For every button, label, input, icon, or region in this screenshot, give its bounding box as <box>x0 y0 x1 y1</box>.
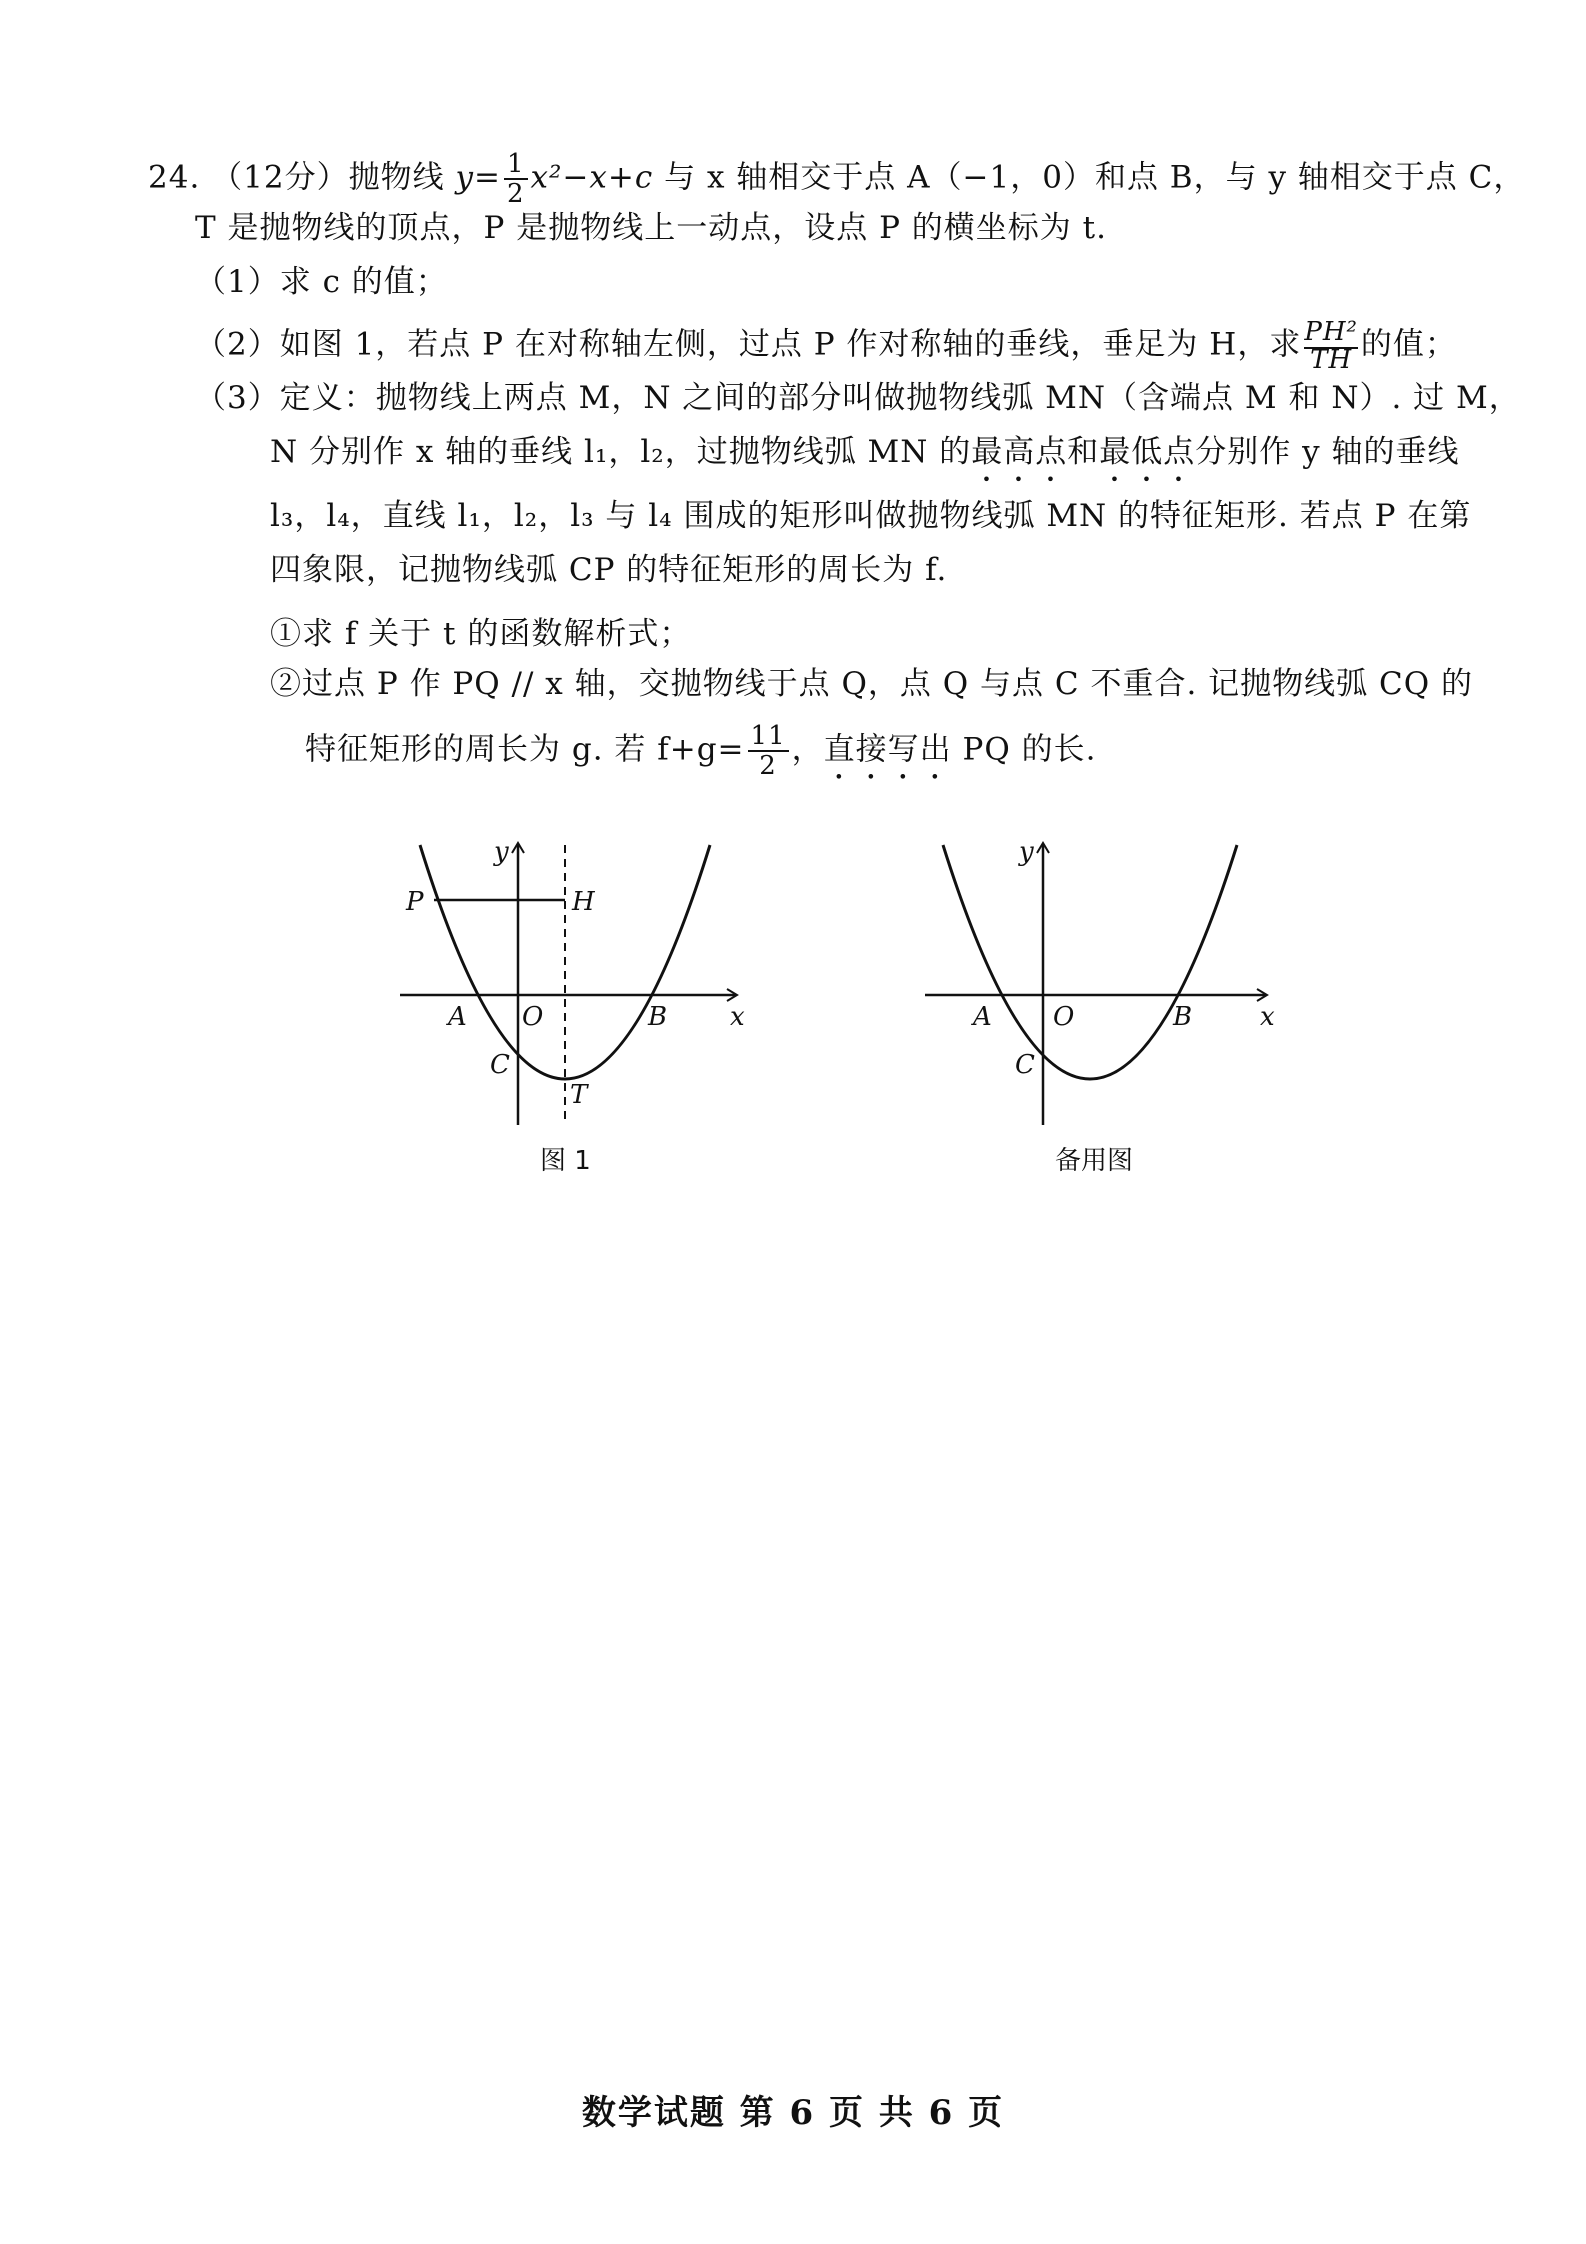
sub-question-2-line-1: ②过点 P 作 PQ // x 轴，交抛物线于点 Q，点 Q 与点 C 不重合. 记抛物线弧 CQ 的 <box>270 666 1473 702</box>
parabola-curve <box>943 845 1237 1079</box>
fraction-ph2-th <box>1304 318 1358 374</box>
q3-text-tail: 分别作 y 轴的垂线 <box>1195 434 1460 470</box>
fraction-eleven-halves <box>748 722 789 780</box>
intro-text: 抛物线 <box>348 159 445 196</box>
problem-score: （12分） <box>211 159 349 196</box>
label-y: y <box>494 837 509 867</box>
figure-2-caption: 备用图 <box>1055 1146 1134 1176</box>
sub2-comma: ， <box>791 731 824 768</box>
label-a: A <box>448 1002 467 1032</box>
sub2-text: 特征矩形的周长为 g. 若 f+g= <box>305 731 745 768</box>
q3-text-and: 和 <box>1067 434 1100 470</box>
fraction-one-half <box>504 150 528 208</box>
problem-number: 24. <box>148 159 201 196</box>
q3-text: N 分别作 x 轴的垂线 l₁，l₂，过抛物线弧 MN 的 <box>270 434 972 470</box>
problem-line-1 <box>148 150 1525 208</box>
frac-num: PH² <box>1304 317 1358 347</box>
emphasis-direct: 直接写出 <box>823 731 952 768</box>
label-o: O <box>1053 1002 1075 1032</box>
sub-question-1: ①求 f 关于 t 的函数解析式； <box>270 616 692 652</box>
intro-text-b: 与 x 轴相交于点 A（−1，0）和点 B，与 y 轴相交于点 C， <box>653 159 1526 196</box>
label-y: y <box>1019 837 1034 867</box>
q2-text: （2）如图 1，若点 P 在对称轴左侧，过点 P 作对称轴的垂线，垂足为 H，求 <box>195 326 1302 363</box>
frac-den: TH <box>1310 345 1353 375</box>
question-3-line-3: l₃，l₄，直线 l₁，l₂，l₃ 与 l₄ 围成的矩形叫做抛物线弧 MN 的特征矩形. 若点 P 在第 <box>270 498 1472 534</box>
label-x: x <box>730 1002 745 1032</box>
frac-den: 2 <box>759 751 777 781</box>
sub-question-2-line-2 <box>305 722 1096 787</box>
label-t: T <box>570 1080 588 1110</box>
label-c: C <box>1015 1050 1035 1080</box>
frac-num: 11 <box>748 722 789 752</box>
equation-y: y= <box>455 159 501 196</box>
label-c: C <box>490 1050 510 1080</box>
problem-line-2: T 是抛物线的顶点，P 是抛物线上一动点，设点 P 的横坐标为 t. <box>195 210 1107 246</box>
question-1: （1）求 c 的值； <box>195 264 448 300</box>
equation-rest: x²−x+c <box>530 159 654 196</box>
figure-1 <box>390 835 760 1135</box>
q2-text-end: 的值； <box>1360 326 1457 363</box>
emphasis-highest: 最高点 <box>971 434 1068 470</box>
label-b: B <box>648 1002 668 1032</box>
label-a: A <box>973 1002 992 1032</box>
frac-den: 2 <box>506 179 525 209</box>
label-x: x <box>1260 1002 1275 1032</box>
label-b: B <box>1173 1002 1193 1032</box>
figure-1-caption: 图 1 <box>540 1146 591 1176</box>
question-2 <box>195 318 1457 374</box>
question-3-line-4: 四象限，记抛物线弧 CP 的特征矩形的周长为 f. <box>270 552 948 588</box>
page-footer: 数学试题 第 6 页 共 6 页 <box>581 2093 1005 2133</box>
frac-num: 1 <box>504 150 528 180</box>
sub2-text-end: PQ 的长. <box>951 731 1097 768</box>
question-3-line-1: （3）定义：抛物线上两点 M，N 之间的部分叫做抛物线弧 MN（含端点 M 和 N）. 过 M， <box>195 380 1521 416</box>
question-3-line-2 <box>270 432 1460 489</box>
label-h: H <box>572 887 595 917</box>
label-p: P <box>406 887 424 917</box>
figure-2 <box>915 835 1285 1135</box>
emphasis-lowest: 最低点 <box>1099 434 1196 470</box>
label-o: O <box>522 1002 544 1032</box>
